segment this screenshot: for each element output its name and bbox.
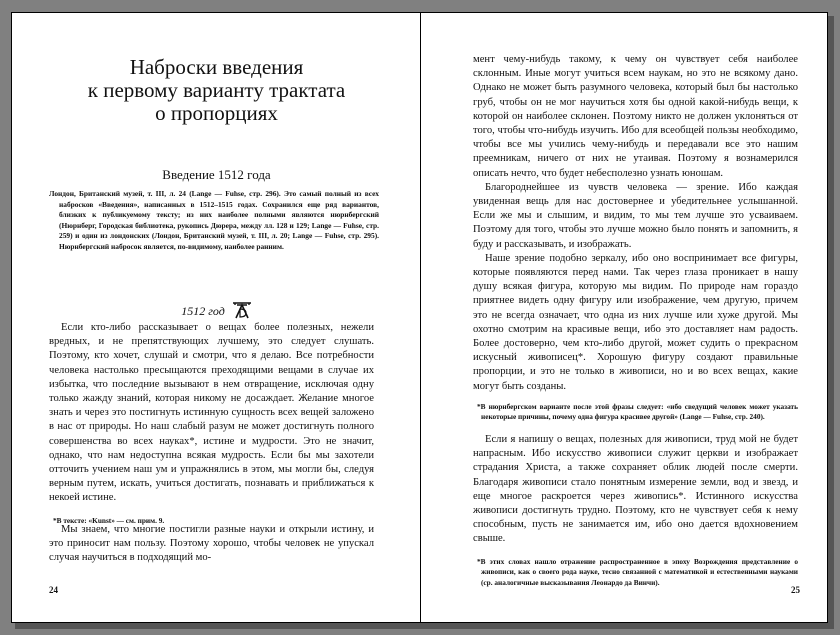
title-line: Наброски введения xyxy=(129,55,304,80)
chapter-title xyxy=(12,56,421,125)
title-line: к первому варианту трактата xyxy=(87,78,346,103)
book-spread xyxy=(11,12,828,623)
left-text-column-end xyxy=(49,523,374,566)
footnote: *В тексте: «Kunst» — см. прим. 9. xyxy=(53,515,165,525)
section-subtitle: Введение 1512 года xyxy=(162,167,271,182)
durer-monogram-icon xyxy=(232,301,252,323)
footnote: *В этих словах нашло отражение распространенное в эпоху Возрождения представление о живописи, как о своего рода науке, тесно связанной с математикой и естественными науками (ср. аналогичные высказывания Леонардо да Винчи). xyxy=(477,556,798,587)
date-heading: 1512 год xyxy=(181,303,225,318)
body-paragraph: Если я напишу о вещах, полезных для живописи, труд мой не будет напрасным. Ибо искусство живописи служит церкви и изображает страдания Христа, а также сохраняет облик людей после смерти. Благодаря живописи стало понятным измерение земли, вод и звезд, и еще многое раскроется через живопись*. Истинного искусства живописи достигнуть трудно. Поэтому, кто не чувствует себя к нему способным, пусть не занимается им, ибо оно дается вдохновением свыше. xyxy=(473,434,798,545)
body-paragraph: Наше зрение подобно зеркалу, ибо оно воспринимает все фигуры, которые появляются перед нами. Так через глаза проникает в нашу душу всякая фигура, которую мы видим. По природе нам гораздо приятнее видеть одну фигуру или изображение, чем другую, причем это не всегда означает, что одна из них лучше или хуже другой. Мы охотно смотрим на красивые вещи, ибо это доставляет нам радость. Более достоверно, чем кто-либо другой, может судить о прекрасном искусный живописец*. Хорошую фигуру создают правильные пропорции, и это не только в живописи, но и во всех вещах, какие могут быть созданы. xyxy=(473,252,798,392)
body-paragraph: мент чему-нибудь такому, к чему он чувствует себя наиболее склонным. Иные могут учиться всем наукам, но это не всякому дано. Однако не может быть разумного человека, который был бы настолько груб, чтобы он не мог научиться хотя бы одной какой-нибудь вещи, к которой он наиболее склонен. Поэтому никто не должен уклоняться от того, чтобы что-нибудь изучить. Ибо для всеобщей пользы необходимо, чтобы все мы учились чему-нибудь и передавали все это нашим преемникам, ничего от них не утаивая. Поэтому я вознамерился описать нечто, что будет небесполезно узнать юношам. xyxy=(473,54,798,179)
source-note: Лондон, Британский музей, т. III, л. 24 (Lange — Fuhse, стр. 296). Это самый полный из всех набросков «Введения», написанных в 1512–1515 годах. Сохранился еще ряд вариантов, близких к публикуемому тексту; из них наиболее полными являются нюрнбергский (Нюрнберг, Городская библиотека, рукопись Дюрера, между лл. 128 и 129; Lange — Fuhse, стр. 259) и один из лондонских (Лондон, Британский музей, т. III, л. 20; Lange — Fuhse, стр. 295). Нюрнбергский набросок является, по-видимому, наиболее ранним. xyxy=(49,189,379,251)
footnote: *В нюрнбергском варианте после этой фразы следует: «ибо сведущий человек может указать некоторые причины, почему одна фигура красивее другой» (Lange — Fuhse, стр. 240). xyxy=(477,401,798,422)
title-line: о пропорциях xyxy=(155,101,278,126)
page-number: 24 xyxy=(49,585,58,595)
page-number: 25 xyxy=(791,585,800,595)
left-page xyxy=(12,13,421,622)
left-text-column xyxy=(49,321,374,526)
right-text-column xyxy=(473,53,798,588)
body-paragraph: Если кто-либо рассказывает о вещах более полезных, нежели вредных, и не препятствующих лучшему, это следует слушать. Поэтому, кто хочет, слушай и смотри, что я делаю. Все потребности человека настолько пресыщаются преходящими вещами в случае их избытка, что последние вызывают в нем отвращение, исключая одну только жажду знаний, которая никому не досаждает. Желание многое знать и через это постигнуть истинную сущность всех вещей заложено в нас от природы. Но наш слабый разум не может достигнуть полного совершенства во всех науках*, истине и мудрости. Это не значит, однако, что нам недоступна всякая мудрость. Если бы мы захотели отточить учением наш ум и упражнялись в этом, мы могли бы, следуя верным путем, искать, учиться достигать, познавать и приближаться к некоей истине. xyxy=(49,322,374,504)
right-page xyxy=(421,13,827,622)
body-paragraph: Благороднейшее из чувств человека — зрение. Ибо каждая увиденная вещь для нас достовернее и убедительнее услышанной. Если же мы и слышим, и видим, то мы тем лучше это усваиваем. Поэтому для того, чтобы это лучше можно было понять и запомнить, я буду и рассказывать, и изображать. xyxy=(473,181,798,250)
body-paragraph: Мы знаем, что многие постигли разные науки и открыли истину, и это приносит нам пользу. Поэтому хорошо, чтобы человек не упускал случая научиться в подходящий мо- xyxy=(49,524,374,564)
date-heading-group xyxy=(12,301,421,323)
